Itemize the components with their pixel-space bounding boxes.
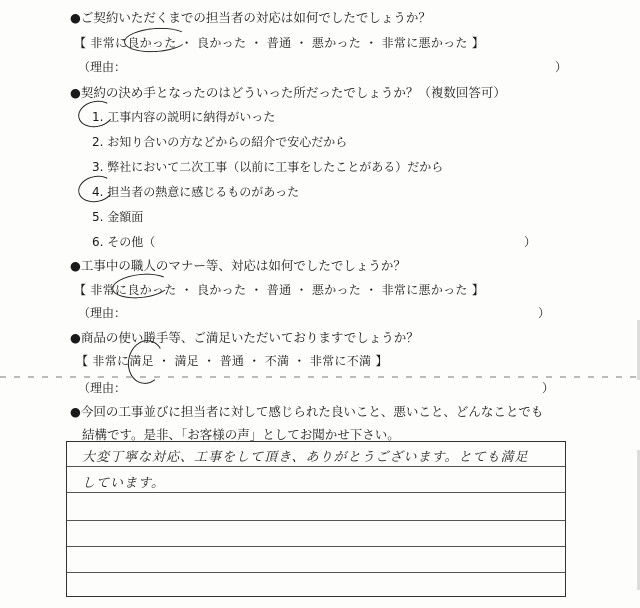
q2-option-5[interactable]: 5. 金額面 [92,210,144,224]
q3-question: ●工事中の職人のマナー等、対応は如何でしたでしょうか？ [70,258,406,273]
q2-option-4-circle [76,173,117,206]
q1-reason-label: （理由： [78,60,127,74]
q4-rating-scale[interactable]: 【 非常に満足 ・ 満足 ・ 普通 ・ 不満 ・ 非常に不満 】 [76,354,388,368]
q4-question: ●商品の使い勝手等、ご満足いただいておりますでしょうか？ [70,330,419,345]
q5-question-line-1: ●今回の工事並びに担当者に対して感じられた良いこと、悪いこと、どんなことでも [70,404,544,419]
q5-question-line-2: 結構です。是非、「お客様の声」としてお聞かせ下さい。 [82,427,400,442]
scan-artifact [0,376,640,378]
q3-reason-label: （理由： [78,306,127,320]
q4-reason-close: ） [542,381,555,395]
feedback-rule [67,466,565,467]
q3-rating-scale[interactable]: 【 非常に良かった ・ 良かった ・ 普通 ・ 悪かった ・ 非常に悪かった 】 [74,283,485,297]
feedback-rule [67,546,565,547]
feedback-answer-line-2: しています。 [82,476,165,491]
feedback-answer-line-1: 大変丁寧な対応、工事をして頂き、ありがとうございます。とても満足 [82,450,529,465]
q2-option-2[interactable]: 2. お知り合いの方などからの紹介で安心だから [92,135,348,149]
q2-option-3[interactable]: 3. 弊社において二次工事（以前に工事をしたことがある）だから [92,160,444,174]
q2-option-1[interactable]: 1. 工事内容の説明に納得がいった [92,110,276,124]
feedback-rule [67,572,565,573]
q3-reason-close: ） [538,306,551,320]
feedback-rule [67,520,565,521]
q1-rating-scale[interactable]: 【 非常に良かった ・ 良かった ・ 普通 ・ 悪かった ・ 非常に悪かった 】 [74,36,485,50]
q2-option-6[interactable]: 6. その他（ [92,235,156,249]
q2-option-1-circle [76,98,117,131]
q4-reason-label: （理由： [78,381,127,395]
q1-reason-close: ） [555,60,568,74]
q2-other-close: ） [524,235,537,249]
feedback-rule [67,492,565,493]
q2-question: ●契約の決め手となったのはどういった所だったでしょうか？（複数回答可） [70,85,506,100]
q2-option-4[interactable]: 4. 担当者の熱意に感じるものがあった [92,185,300,199]
q1-question: ●ご契約いただくまでの担当者の対応は如何でしたでしょうか？ [70,10,431,25]
